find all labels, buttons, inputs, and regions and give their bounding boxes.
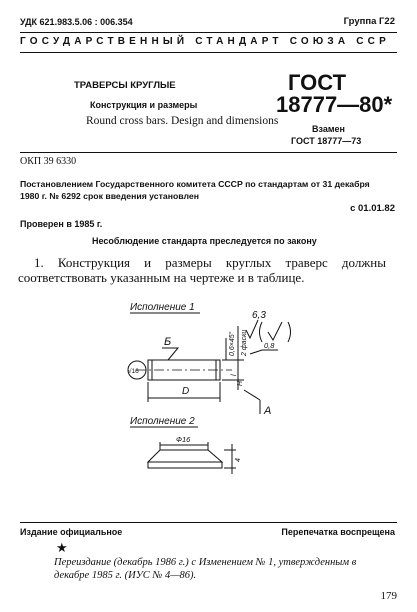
chamfer-label: 0,6×45° [229,331,236,356]
gost-label: ГОСТ [288,70,347,95]
r08-label: 0,8 [264,341,275,350]
roughness-value: 6,3 [252,310,266,321]
okp-rule [20,152,397,153]
header-rule-bottom [20,52,397,53]
page-number: 179 [380,590,397,602]
two-facets-label: 2 фаски [241,329,248,356]
label-b: Б [164,336,172,348]
leader-08 [250,350,278,354]
checked-year: Проверен в 1985 г. [20,219,103,229]
leader-b [162,348,178,360]
subtitle-ru: Конструкция и размеры [90,100,198,110]
dim4-label: 4 [235,458,242,462]
replaces-number: ГОСТ 18777—73 [291,136,362,146]
bar2-top [148,450,222,462]
bar2-body [148,462,222,468]
reissue-note: Переиздание (декабрь 1986 г.) с Изменением № 1, утвержденным в декабре 1985 г. (ИУС № 4—86). [54,557,357,581]
variant1-label: Исполнение 1 [130,302,195,313]
roughness-brackets [260,322,291,342]
decree-date: с 01.01.82 [350,203,395,214]
variant2-label: Исполнение 2 [130,416,195,427]
official-edition: Издание официальное [20,527,123,537]
law-warning: Несоблюдение стандарта преследуется по закону [92,236,317,246]
roughness-mark-general [268,322,282,340]
cross-bar-drawing [0,290,417,490]
circle-mark-label: √16 [128,368,139,375]
footer-rule [20,522,397,523]
state-standard-banner: ГОСУДАРСТВЕННЫЙ СТАНДАРТ СОЮЗА ССР [20,36,390,47]
decree-line1: Постановлением Государственного комитета СССР по стандартам от 31 декабря [20,179,370,189]
title-ru: ТРАВЕРСЫ КРУГЛЫЕ [74,80,176,91]
label-a: А [264,405,272,417]
group-code: Группа Г22 [343,16,395,27]
reprint-forbidden: Перепечатка воспрещена [281,527,395,537]
decree-line2: 1980 г. № 6292 срок введения установлен [20,191,199,201]
base-a-leader [244,390,260,400]
header-rule-top [20,32,397,33]
udk-code: УДК 621.983.5.06 : 006.354 [20,17,133,27]
label-h: H [237,380,244,386]
gost-number: 18777—80* [276,92,393,117]
phi16-label: Ф16 [176,435,191,444]
title-en: Round cross bars. Design and dimensions [86,115,279,127]
label-l: l [231,374,238,376]
okp-code: ОКП 39 6330 [20,156,77,167]
paragraph-1: 1. Конструкция и размеры круглых траверс должны соответствовать указанным на чертеже и в таблице. [18,255,386,285]
replaces-label: Взамен [312,124,345,134]
label-d: D [182,386,190,397]
star-icon: ★ [56,540,68,555]
